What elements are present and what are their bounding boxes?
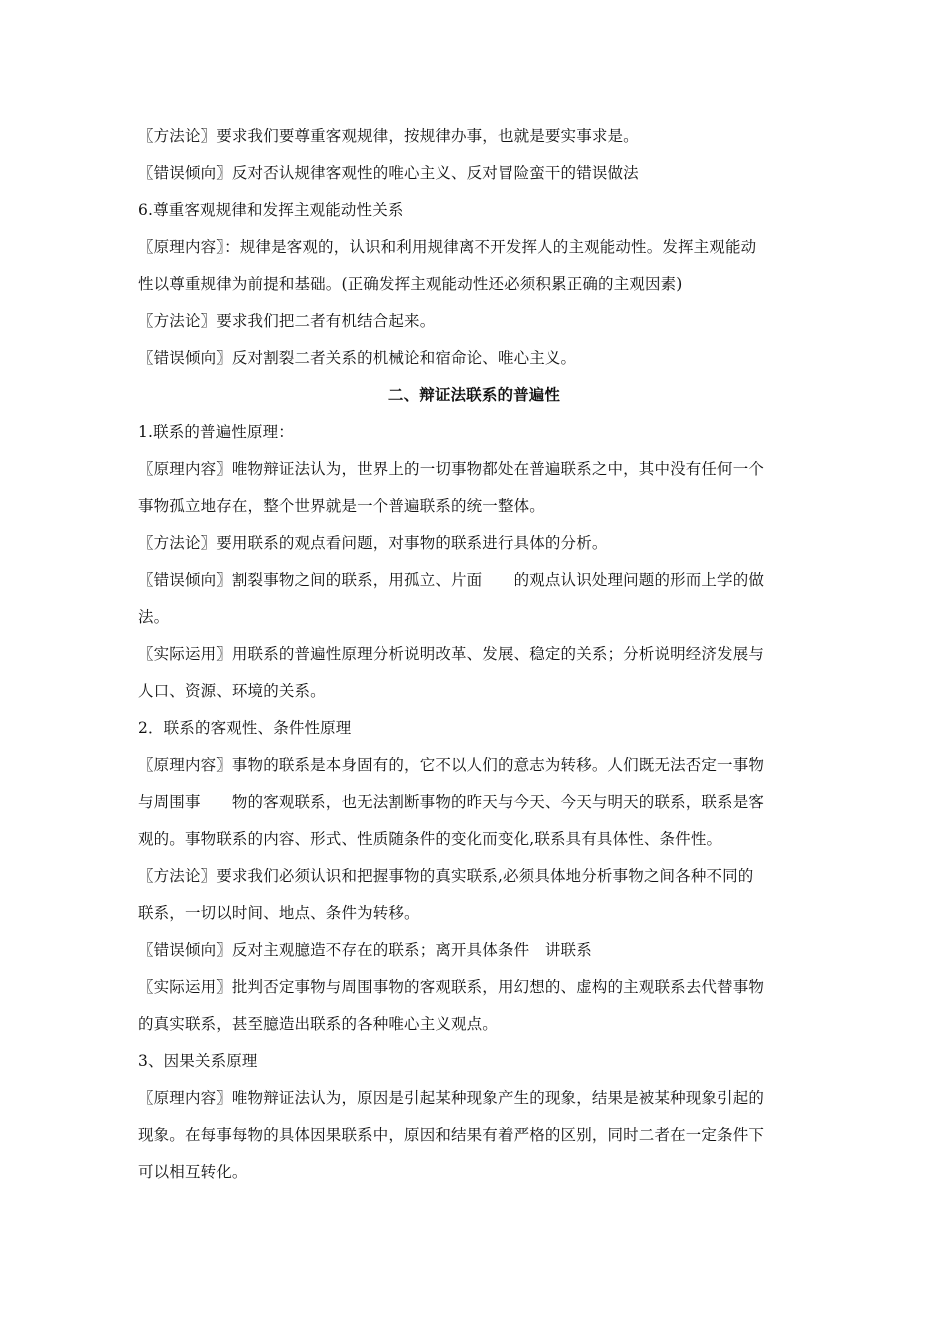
section-heading: 2．联系的客观性、条件性原理	[138, 719, 352, 737]
text-line: 〖方法论〗要用联系的观点看问题，对事物的联系进行具体的分析。	[138, 534, 608, 552]
text-line: 可以相互转化。	[138, 1163, 248, 1181]
text-line: 〖方法论〗要求我们必须认识和把握事物的真实联系,必须具体地分析事物之间各种不同的	[138, 867, 754, 885]
chapter-heading: 二、辩证法联系的普遍性	[387, 385, 561, 404]
text-line: 〖原理内容〗唯物辩证法认为，世界上的一切事物都处在普遍联系之中，其中没有任何一个	[138, 460, 765, 478]
text-line: 现象。在每事每物的具体因果联系中，原因和结果有着严格的区别，同时二者在一定条件下	[138, 1126, 765, 1144]
text-line: 事物孤立地存在，整个世界就是一个普遍联系的统一整体。	[138, 497, 545, 515]
text-line: 〖原理内容〗唯物辩证法认为，原因是引起某种现象产生的现象，结果是被某种现象引起的	[138, 1089, 765, 1107]
text-line: 联系，一切以时间、地点、条件为转移。	[138, 904, 420, 922]
text-line: 〖实际运用〗用联系的普遍性原理分析说明改革、发展、稳定的关系；分析说明经济发展与	[138, 645, 765, 663]
text-line: 〖实际运用〗批判否定事物与周围事物的客观联系，用幻想的、虚构的主观联系去代替事物	[138, 978, 765, 996]
text-line: 观的。事物联系的内容、形式、性质随条件的变化而变化,联系具有具体性、条件性。	[138, 830, 723, 848]
text-line: 〖错误倾向〗反对否认规律客观性的唯心主义、反对冒险蛮干的错误做法	[138, 164, 639, 182]
document-body	[138, 124, 810, 1197]
text-line: 〖错误倾向〗反对割裂二者关系的机械论和宿命论、唯心主义。	[138, 349, 577, 367]
section-heading: 1.联系的普遍性原理：	[138, 423, 294, 441]
section-heading: 3、因果关系原理	[138, 1052, 258, 1070]
text-line: 〖错误倾向〗割裂事物之间的联系，用孤立、片面 的观点认识处理问题的形而上学的做	[138, 571, 765, 589]
text-line: 的真实联系，甚至臆造出联系的各种唯心主义观点。	[138, 1015, 498, 1033]
text-line: 〖错误倾向〗反对主观臆造不存在的联系；离开具体条件 讲联系	[138, 941, 592, 959]
text-line: 法。	[138, 608, 170, 626]
section-heading: 6.尊重客观规律和发挥主观能动性关系	[138, 201, 404, 219]
text-line: 〖方法论〗要求我们要尊重客观规律，按规律办事，也就是要实事求是。	[138, 127, 639, 145]
text-line: 〖原理内容〗：规律是客观的，认识和利用规律离不开发挥人的主观能动性。发挥主观能动	[138, 238, 757, 256]
text-line: 〖原理内容〗事物的联系是本身固有的，它不以人们的意志为转移。人们既无法否定一事物	[138, 756, 765, 774]
text-line: 与周围事 物的客观联系，也无法割断事物的昨天与今天、今天与明天的联系，联系是客	[138, 793, 765, 811]
text-line: 〖方法论〗要求我们把二者有机结合起来。	[138, 312, 436, 330]
text-line: 性以尊重规律为前提和基础。(正确发挥主观能动性还必须积累正确的主观因素)	[138, 275, 683, 293]
text-line: 人口、资源、环境的关系。	[138, 682, 326, 700]
